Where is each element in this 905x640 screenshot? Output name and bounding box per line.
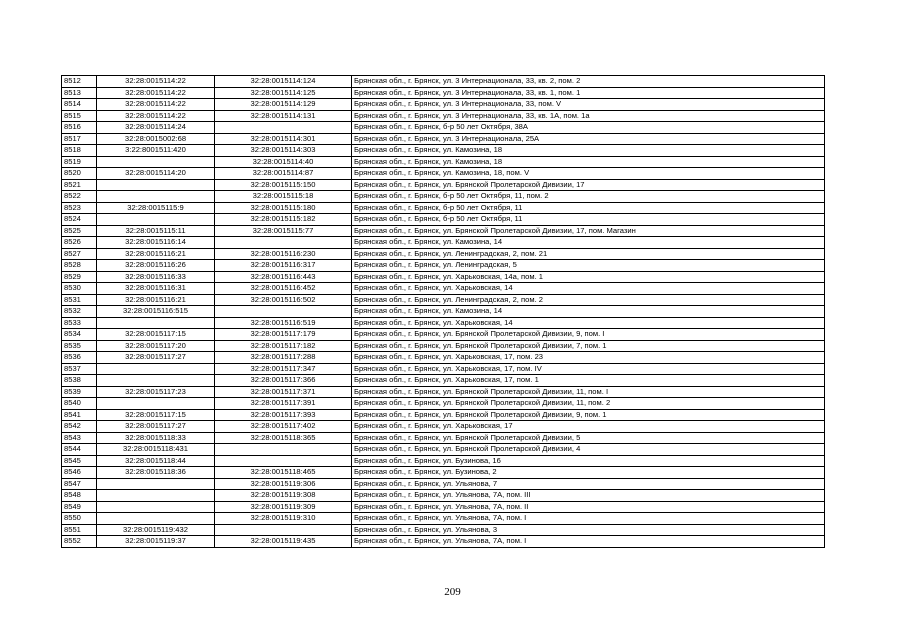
- table-row: [62, 513, 825, 525]
- building-number-cell: 32:28:0015119:309: [215, 501, 352, 513]
- address-cell: Брянская обл., г. Брянск, ул. 3 Интернационала, 33, кв. 1, пом. 1: [352, 87, 825, 99]
- land-plot-number-cell: 32:28:0015116:14: [97, 237, 215, 249]
- row-number-cell: 8549: [62, 501, 97, 513]
- building-number-cell: 32:28:0015117:182: [215, 340, 352, 352]
- building-number-cell: 32:28:0015115:18: [215, 191, 352, 203]
- address-cell: Брянская обл., г. Брянск, ул. Брянской Пролетарской Дивизии, 5: [352, 432, 825, 444]
- table-row: [62, 191, 825, 203]
- land-plot-number-cell: 3:22:8001511:420: [97, 145, 215, 157]
- row-number-cell: 8551: [62, 524, 97, 536]
- row-number-cell: 8532: [62, 306, 97, 318]
- address-cell: Брянская обл., г. Брянск, ул. Камозина, 18: [352, 156, 825, 168]
- table-row: [62, 409, 825, 421]
- address-cell: Брянская обл., г. Брянск, ул. Брянской Пролетарской Дивизии, 11, пом. 2: [352, 398, 825, 410]
- table-row: [62, 133, 825, 145]
- row-number-cell: 8515: [62, 110, 97, 122]
- land-plot-number-cell: 32:28:0015118:36: [97, 467, 215, 479]
- land-plot-number-cell: [97, 501, 215, 513]
- address-cell: Брянская обл., г. Брянск, ул. Брянской Пролетарской Дивизии, 9, пом. I: [352, 329, 825, 341]
- address-cell: Брянская обл., г. Брянск, ул. 3 Интернационала, 25А: [352, 133, 825, 145]
- table-row: [62, 179, 825, 191]
- building-number-cell: 32:28:0015118:465: [215, 467, 352, 479]
- building-number-cell: 32:28:0015117:366: [215, 375, 352, 387]
- building-number-cell: [215, 444, 352, 456]
- table-row: [62, 421, 825, 433]
- building-number-cell: 32:28:0015117:288: [215, 352, 352, 364]
- building-number-cell: 32:28:0015119:308: [215, 490, 352, 502]
- row-number-cell: 8537: [62, 363, 97, 375]
- address-cell: Брянская обл., г. Брянск, б-р 50 лет Октября, 11, пом. 2: [352, 191, 825, 203]
- table-row: [62, 490, 825, 502]
- row-number-cell: 8512: [62, 76, 97, 88]
- address-cell: Брянская обл., г. Брянск, ул. Харьковская, 17, пом. 23: [352, 352, 825, 364]
- row-number-cell: 8543: [62, 432, 97, 444]
- table-row: [62, 76, 825, 88]
- row-number-cell: 8513: [62, 87, 97, 99]
- land-plot-number-cell: [97, 478, 215, 490]
- land-plot-number-cell: 32:28:0015114:24: [97, 122, 215, 134]
- address-cell: Брянская обл., г. Брянск, ул. Бузинова, 16: [352, 455, 825, 467]
- address-cell: Брянская обл., г. Брянск, ул. Ульянова, 3: [352, 524, 825, 536]
- land-plot-number-cell: 32:28:0015117:20: [97, 340, 215, 352]
- land-plot-number-cell: 32:28:0015115:11: [97, 225, 215, 237]
- building-number-cell: 32:28:0015119:306: [215, 478, 352, 490]
- building-number-cell: [215, 122, 352, 134]
- table-row: [62, 340, 825, 352]
- building-number-cell: 32:28:0015116:519: [215, 317, 352, 329]
- row-number-cell: 8521: [62, 179, 97, 191]
- table-row: [62, 398, 825, 410]
- row-number-cell: 8538: [62, 375, 97, 387]
- building-number-cell: 32:28:0015116:230: [215, 248, 352, 260]
- building-number-cell: 32:28:0015115:77: [215, 225, 352, 237]
- land-plot-number-cell: 32:28:0015114:20: [97, 168, 215, 180]
- land-plot-number-cell: [97, 156, 215, 168]
- table-row: [62, 156, 825, 168]
- table-row: [62, 168, 825, 180]
- table-row: [62, 467, 825, 479]
- land-plot-number-cell: [97, 179, 215, 191]
- building-number-cell: 32:28:0015114:40: [215, 156, 352, 168]
- row-number-cell: 8531: [62, 294, 97, 306]
- building-number-cell: 32:28:0015119:310: [215, 513, 352, 525]
- table-row: [62, 99, 825, 111]
- land-plot-number-cell: 32:28:0015116:31: [97, 283, 215, 295]
- row-number-cell: 8533: [62, 317, 97, 329]
- land-plot-number-cell: 32:28:0015116:21: [97, 248, 215, 260]
- table-row: [62, 536, 825, 548]
- building-number-cell: 32:28:0015118:365: [215, 432, 352, 444]
- building-number-cell: 32:28:0015117:391: [215, 398, 352, 410]
- land-plot-number-cell: 32:28:0015117:15: [97, 329, 215, 341]
- address-cell: Брянская обл., г. Брянск, ул. Ульянова, 7А, пом. II: [352, 501, 825, 513]
- table-row: [62, 271, 825, 283]
- row-number-cell: 8529: [62, 271, 97, 283]
- building-number-cell: 32:28:0015116:502: [215, 294, 352, 306]
- row-number-cell: 8530: [62, 283, 97, 295]
- address-cell: Брянская обл., г. Брянск, ул. Брянской Пролетарской Дивизии, 11, пом. I: [352, 386, 825, 398]
- land-plot-number-cell: 32:28:0015118:431: [97, 444, 215, 456]
- row-number-cell: 8544: [62, 444, 97, 456]
- building-number-cell: 32:28:0015114:87: [215, 168, 352, 180]
- table-row: [62, 501, 825, 513]
- land-plot-number-cell: [97, 375, 215, 387]
- table-row: [62, 202, 825, 214]
- land-plot-number-cell: [97, 398, 215, 410]
- building-number-cell: 32:28:0015115:150: [215, 179, 352, 191]
- building-number-cell: 32:28:0015115:180: [215, 202, 352, 214]
- row-number-cell: 8517: [62, 133, 97, 145]
- table-row: [62, 363, 825, 375]
- row-number-cell: 8520: [62, 168, 97, 180]
- land-plot-number-cell: 32:28:0015114:22: [97, 110, 215, 122]
- row-number-cell: 8545: [62, 455, 97, 467]
- table-row: [62, 375, 825, 387]
- land-plot-number-cell: [97, 191, 215, 203]
- land-plot-number-cell: 32:28:0015116:21: [97, 294, 215, 306]
- table-row: [62, 87, 825, 99]
- row-number-cell: 8539: [62, 386, 97, 398]
- land-plot-number-cell: 32:28:0015116:515: [97, 306, 215, 318]
- row-number-cell: 8546: [62, 467, 97, 479]
- building-number-cell: 32:28:0015115:182: [215, 214, 352, 226]
- row-number-cell: 8519: [62, 156, 97, 168]
- address-cell: Брянская обл., г. Брянск, ул. Брянской Пролетарской Дивизии, 17, пом. Магазин: [352, 225, 825, 237]
- cadastral-table: [61, 75, 825, 548]
- row-number-cell: 8540: [62, 398, 97, 410]
- table-row: [62, 432, 825, 444]
- row-number-cell: 8518: [62, 145, 97, 157]
- address-cell: Брянская обл., г. Брянск, ул. Брянской Пролетарской Дивизии, 17: [352, 179, 825, 191]
- address-cell: Брянская обл., г. Брянск, б-р 50 лет Октября, 11: [352, 214, 825, 226]
- address-cell: Брянская обл., г. Брянск, ул. Брянской Пролетарской Дивизии, 9, пом. 1: [352, 409, 825, 421]
- address-cell: Брянская обл., г. Брянск, ул. 3 Интернационала, 33, кв. 1А, пом. 1а: [352, 110, 825, 122]
- land-plot-number-cell: [97, 490, 215, 502]
- table-row: [62, 329, 825, 341]
- table-row: [62, 122, 825, 134]
- address-cell: Брянская обл., г. Брянск, ул. Харьковская, 14: [352, 317, 825, 329]
- building-number-cell: 32:28:0015117:347: [215, 363, 352, 375]
- table-row: [62, 386, 825, 398]
- building-number-cell: 32:28:0015119:435: [215, 536, 352, 548]
- table-row: [62, 225, 825, 237]
- row-number-cell: 8534: [62, 329, 97, 341]
- building-number-cell: 32:28:0015114:301: [215, 133, 352, 145]
- page-number: 209: [444, 586, 461, 598]
- address-cell: Брянская обл., г. Брянск, ул. Ульянова, 7А, пом. III: [352, 490, 825, 502]
- table-row: [62, 294, 825, 306]
- address-cell: Брянская обл., г. Брянск, ул. 3 Интернационала, 33, кв. 2, пом. 2: [352, 76, 825, 88]
- row-number-cell: 8516: [62, 122, 97, 134]
- row-number-cell: 8548: [62, 490, 97, 502]
- address-cell: Брянская обл., г. Брянск, ул. Ульянова, 7А, пом. I: [352, 536, 825, 548]
- building-number-cell: [215, 524, 352, 536]
- building-number-cell: 32:28:0015116:452: [215, 283, 352, 295]
- address-cell: Брянская обл., г. Брянск, ул. Ленинградская, 5: [352, 260, 825, 272]
- address-cell: Брянская обл., г. Брянск, ул. Камозина, 14: [352, 306, 825, 318]
- land-plot-number-cell: 32:28:0015118:44: [97, 455, 215, 467]
- address-cell: Брянская обл., г. Брянск, ул. Ленинградская, 2, пом. 2: [352, 294, 825, 306]
- row-number-cell: 8514: [62, 99, 97, 111]
- address-cell: Брянская обл., г. Брянск, ул. Брянской Пролетарской Дивизии, 4: [352, 444, 825, 456]
- table-row: [62, 444, 825, 456]
- row-number-cell: 8523: [62, 202, 97, 214]
- table-row: [62, 478, 825, 490]
- building-number-cell: 32:28:0015114:303: [215, 145, 352, 157]
- land-plot-number-cell: 32:28:0015002:68: [97, 133, 215, 145]
- address-cell: Брянская обл., г. Брянск, ул. Ленинградская, 2, пом. 21: [352, 248, 825, 260]
- building-number-cell: [215, 237, 352, 249]
- row-number-cell: 8528: [62, 260, 97, 272]
- land-plot-number-cell: 32:28:0015117:27: [97, 421, 215, 433]
- table-row: [62, 317, 825, 329]
- building-number-cell: 32:28:0015117:393: [215, 409, 352, 421]
- address-cell: Брянская обл., г. Брянск, ул. Бузинова, 2: [352, 467, 825, 479]
- address-cell: Брянская обл., г. Брянск, ул. Харьковская, 17: [352, 421, 825, 433]
- table-row: [62, 145, 825, 157]
- table-row: [62, 306, 825, 318]
- row-number-cell: 8535: [62, 340, 97, 352]
- address-cell: Брянская обл., г. Брянск, ул. Харьковская, 17, пом. IV: [352, 363, 825, 375]
- row-number-cell: 8522: [62, 191, 97, 203]
- land-plot-number-cell: 32:28:0015117:27: [97, 352, 215, 364]
- table-body: [62, 76, 825, 548]
- land-plot-number-cell: [97, 214, 215, 226]
- table-row: [62, 283, 825, 295]
- table-row: [62, 237, 825, 249]
- row-number-cell: 8524: [62, 214, 97, 226]
- land-plot-number-cell: 32:28:0015117:15: [97, 409, 215, 421]
- table-row: [62, 260, 825, 272]
- row-number-cell: 8550: [62, 513, 97, 525]
- land-plot-number-cell: 32:28:0015115:9: [97, 202, 215, 214]
- land-plot-number-cell: 32:28:0015116:33: [97, 271, 215, 283]
- land-plot-number-cell: 32:28:0015119:432: [97, 524, 215, 536]
- table-row: [62, 352, 825, 364]
- building-number-cell: 32:28:0015114:131: [215, 110, 352, 122]
- address-cell: Брянская обл., г. Брянск, б-р 50 лет Октября, 38А: [352, 122, 825, 134]
- table-row: [62, 110, 825, 122]
- address-cell: Брянская обл., г. Брянск, ул. Харьковская, 14: [352, 283, 825, 295]
- address-cell: Брянская обл., г. Брянск, ул. Ульянова, 7: [352, 478, 825, 490]
- land-plot-number-cell: [97, 317, 215, 329]
- land-plot-number-cell: [97, 513, 215, 525]
- row-number-cell: 8541: [62, 409, 97, 421]
- building-number-cell: 32:28:0015116:443: [215, 271, 352, 283]
- table-row: [62, 524, 825, 536]
- address-cell: Брянская обл., г. Брянск, ул. Камозина, 18: [352, 145, 825, 157]
- land-plot-number-cell: 32:28:0015114:22: [97, 87, 215, 99]
- table-row: [62, 214, 825, 226]
- address-cell: Брянская обл., г. Брянск, ул. Камозина, 14: [352, 237, 825, 249]
- address-cell: Брянская обл., г. Брянск, ул. Брянской Пролетарской Дивизии, 7, пом. 1: [352, 340, 825, 352]
- row-number-cell: 8536: [62, 352, 97, 364]
- land-plot-number-cell: [97, 363, 215, 375]
- land-plot-number-cell: 32:28:0015116:26: [97, 260, 215, 272]
- row-number-cell: 8525: [62, 225, 97, 237]
- table-row: [62, 248, 825, 260]
- building-number-cell: 32:28:0015117:402: [215, 421, 352, 433]
- row-number-cell: 8552: [62, 536, 97, 548]
- building-number-cell: 32:28:0015117:371: [215, 386, 352, 398]
- building-number-cell: 32:28:0015114:125: [215, 87, 352, 99]
- row-number-cell: 8542: [62, 421, 97, 433]
- address-cell: Брянская обл., г. Брянск, ул. Харьковская, 14а, пом. 1: [352, 271, 825, 283]
- land-plot-number-cell: 32:28:0015119:37: [97, 536, 215, 548]
- table-row: [62, 455, 825, 467]
- building-number-cell: 32:28:0015116:317: [215, 260, 352, 272]
- address-cell: Брянская обл., г. Брянск, ул. 3 Интернационала, 33, пом. V: [352, 99, 825, 111]
- building-number-cell: 32:28:0015114:124: [215, 76, 352, 88]
- row-number-cell: 8527: [62, 248, 97, 260]
- row-number-cell: 8526: [62, 237, 97, 249]
- building-number-cell: [215, 306, 352, 318]
- address-cell: Брянская обл., г. Брянск, ул. Харьковская, 17, пом. 1: [352, 375, 825, 387]
- row-number-cell: 8547: [62, 478, 97, 490]
- building-number-cell: [215, 455, 352, 467]
- land-plot-number-cell: 32:28:0015118:33: [97, 432, 215, 444]
- address-cell: Брянская обл., г. Брянск, ул. Камозина, 18, пом. V: [352, 168, 825, 180]
- address-cell: Брянская обл., г. Брянск, ул. Ульянова, 7А, пом. I: [352, 513, 825, 525]
- land-plot-number-cell: 32:28:0015114:22: [97, 76, 215, 88]
- land-plot-number-cell: 32:28:0015114:22: [97, 99, 215, 111]
- building-number-cell: 32:28:0015117:179: [215, 329, 352, 341]
- land-plot-number-cell: 32:28:0015117:23: [97, 386, 215, 398]
- building-number-cell: 32:28:0015114:129: [215, 99, 352, 111]
- address-cell: Брянская обл., г. Брянск, б-р 50 лет Октября, 11: [352, 202, 825, 214]
